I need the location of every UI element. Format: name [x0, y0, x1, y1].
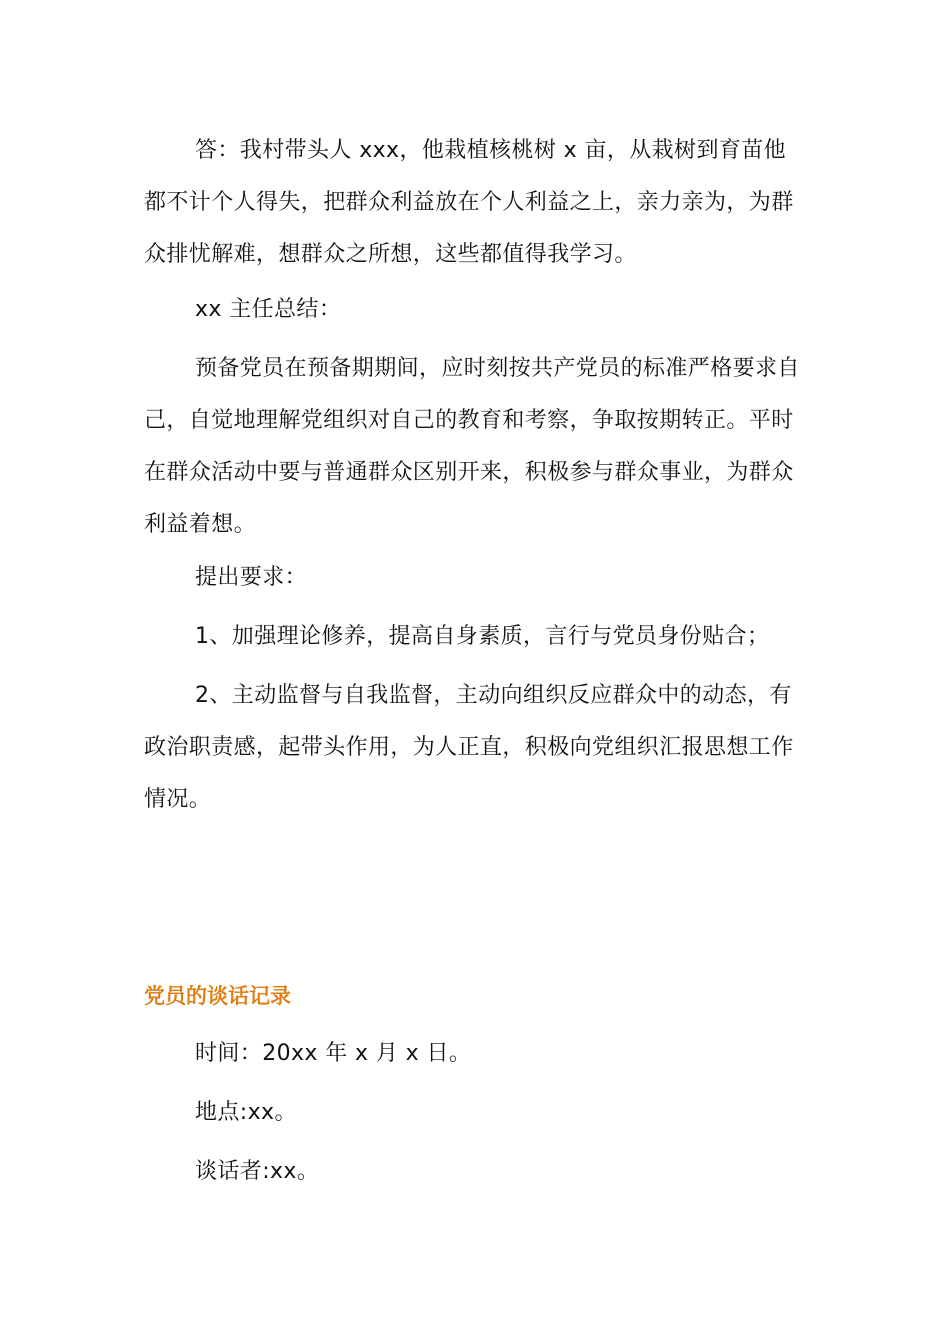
requirement-item-2: 2、主动监督与自我监督，主动向组织反应群众中的动态，有政治职责感，起带头作用，为人正直，积极向党组织汇报思想工作情况。 [144, 683, 794, 812]
record-speaker: 谈话者:xx。 [195, 1159, 320, 1184]
record-place: 地点:xx。 [195, 1100, 297, 1125]
summary-label: xx 主任总结： [195, 297, 342, 322]
summary-paragraph: 预备党员在预备期期间，应时刻按共产党员的标准严格要求自己，自觉地理解党组织对自己的教育和考察，争取按期转正。平时在群众活动中要与普通群众区别开来，积极参与群众事业，为群众利益着想。 [144, 356, 800, 537]
answer-paragraph: 答：我村带头人 xxx，他栽植核桃树 x 亩，从栽树到育苗他都不计个人得失，把群众利益放在个人利益之上，亲力亲为，为群众排忧解难，想群众之所想，这些都值得我学习。 [144, 138, 794, 267]
requirement-item-1: 1、加强理论修养，提高自身素质，言行与党员身份贴合； [195, 624, 770, 649]
requirements-label: 提出要求： [195, 565, 308, 590]
section-title: 党员的谈话记录 [144, 984, 291, 1008]
record-time: 时间：20xx 年 x 月 x 日。 [195, 1041, 472, 1066]
